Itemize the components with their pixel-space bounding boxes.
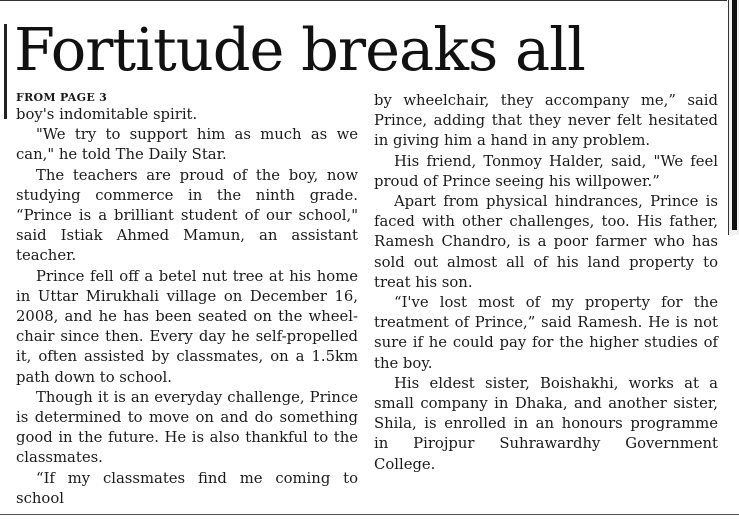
paragraph: His eldest sister, Boishakhi, works at a small company in Dhaka, and another sister, Shila, is enrolled in an honours programme in Pirojpur Suhrawardhy Government College. [374,374,718,473]
paragraph: Prince fell off a betel nut tree at his home in Uttar Mirukhali village on December 16, 2008, and he has been seated on the wheel-chair since then. Every day he self-propelled it, often assisted by classmates, on a 1.5km path down to school. [16,267,358,386]
headline-accent-bar [4,24,7,119]
paragraph: by wheelchair, they accompany me,” said Prince, adding that they never felt hesitated in giving him a hand in any problem. [374,92,718,150]
column-1 [16,91,358,509]
jump-label: FROM PAGE 3 [16,91,108,104]
article-headline: Fortitude breaks all [14,15,585,84]
adjacent-column-edge [728,0,739,235]
paragraph: Though it is an everyday challenge, Prince is determined to move on and do something good in the future. He is also thankful to the classmates. [16,388,358,467]
paragraph: “If my classmates find me coming to school [16,469,358,507]
top-rule [0,0,727,4]
paragraph: Apart from physical hindrances, Prince is faced with other challenges, too. His father, Ramesh Chandro, is a poor farmer who has sold out almost all of his land property to treat his son. [374,193,718,291]
paragraph: boy's indomitable spirit. [16,106,198,123]
paragraph: The teachers are proud of the boy, now studying commerce in the ninth grade. “Prince is a brilliant student of our school," said Istiak Ahmed Mamun, an assistant teacher. [16,166,358,265]
paragraph: “I've lost most of my property for the treatment of Prince,” said Ramesh. He is not sure if he could pay for the higher studies of the boy. [374,294,718,372]
paragraph: His friend, Tonmoy Halder, said, "We feel proud of Prince seeing his willpower.” [374,152,718,190]
column-2 [374,91,718,475]
bottom-rule [0,514,739,515]
paragraph: "We try to support him as much as we can," he told The Daily Star. [16,126,358,164]
